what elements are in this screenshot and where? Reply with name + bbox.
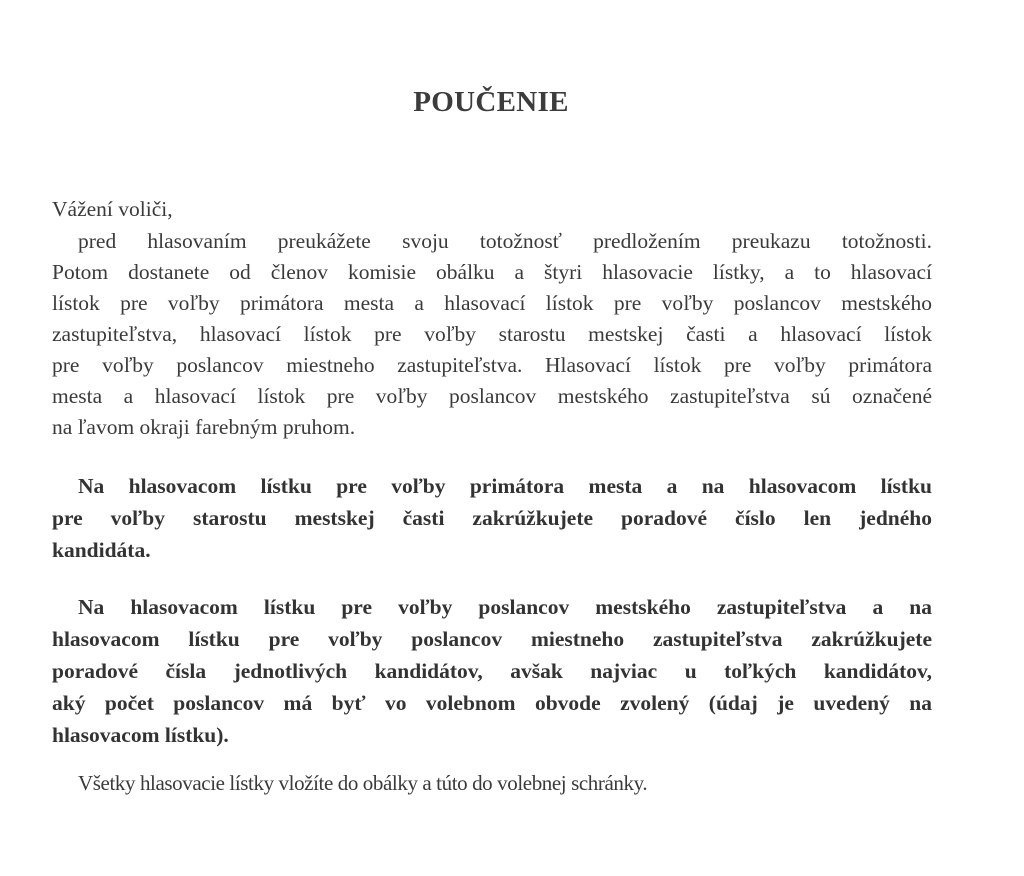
paragraph-line: aký počet poslancov má byť vo volebnom obvode zvolený (údaj je uvedený na (52, 691, 932, 715)
paragraph-line: poradové čísla jednotlivých kandidátov, avšak najviac u toľkých kandidátov, (52, 659, 932, 683)
paragraph-line: mesta a hlasovací lístok pre voľby poslancov mestského zastupiteľstva sú označené (52, 384, 932, 408)
paragraph-line: na ľavom okraji farebným pruhom. (52, 415, 356, 439)
paragraph-line: Potom dostanete od členov komisie obálku a štyri hlasovacie lístky, a to hlasovací (52, 260, 932, 284)
paragraph-line: Na hlasovacom lístku pre voľby poslancov mestského zastupiteľstva a na (78, 595, 932, 619)
salutation: Vážení voliči, (52, 197, 173, 221)
closing-instruction: Všetky hlasovacie lístky vložíte do obálky a túto do volebnej schránky. (78, 771, 648, 795)
paragraph-line: kandidáta. (52, 538, 151, 562)
paragraph-line: hlasovacom lístku pre voľby poslancov miestneho zastupiteľstva zakrúžkujete (52, 627, 932, 651)
paragraph-line: pred hlasovaním preukážete svoju totožnosť predložením preukazu totožnosti. (78, 229, 932, 253)
document-title: POUČENIE (413, 86, 569, 118)
paragraph-line: hlasovacom lístku). (52, 723, 229, 747)
paragraph-line: Na hlasovacom lístku pre voľby primátora mesta a na hlasovacom lístku (78, 474, 932, 498)
paragraph-line: pre voľby starostu mestskej časti zakrúžkujete poradové číslo len jedného (52, 506, 932, 530)
paragraph-line: zastupiteľstva, hlasovací lístok pre voľby starostu mestskej časti a hlasovací lístok (52, 322, 932, 346)
paragraph-line: pre voľby poslancov miestneho zastupiteľstva. Hlasovací lístok pre voľby primátora (52, 353, 932, 377)
paragraph-line: lístok pre voľby primátora mesta a hlasovací lístok pre voľby poslancov mestského (52, 291, 932, 315)
